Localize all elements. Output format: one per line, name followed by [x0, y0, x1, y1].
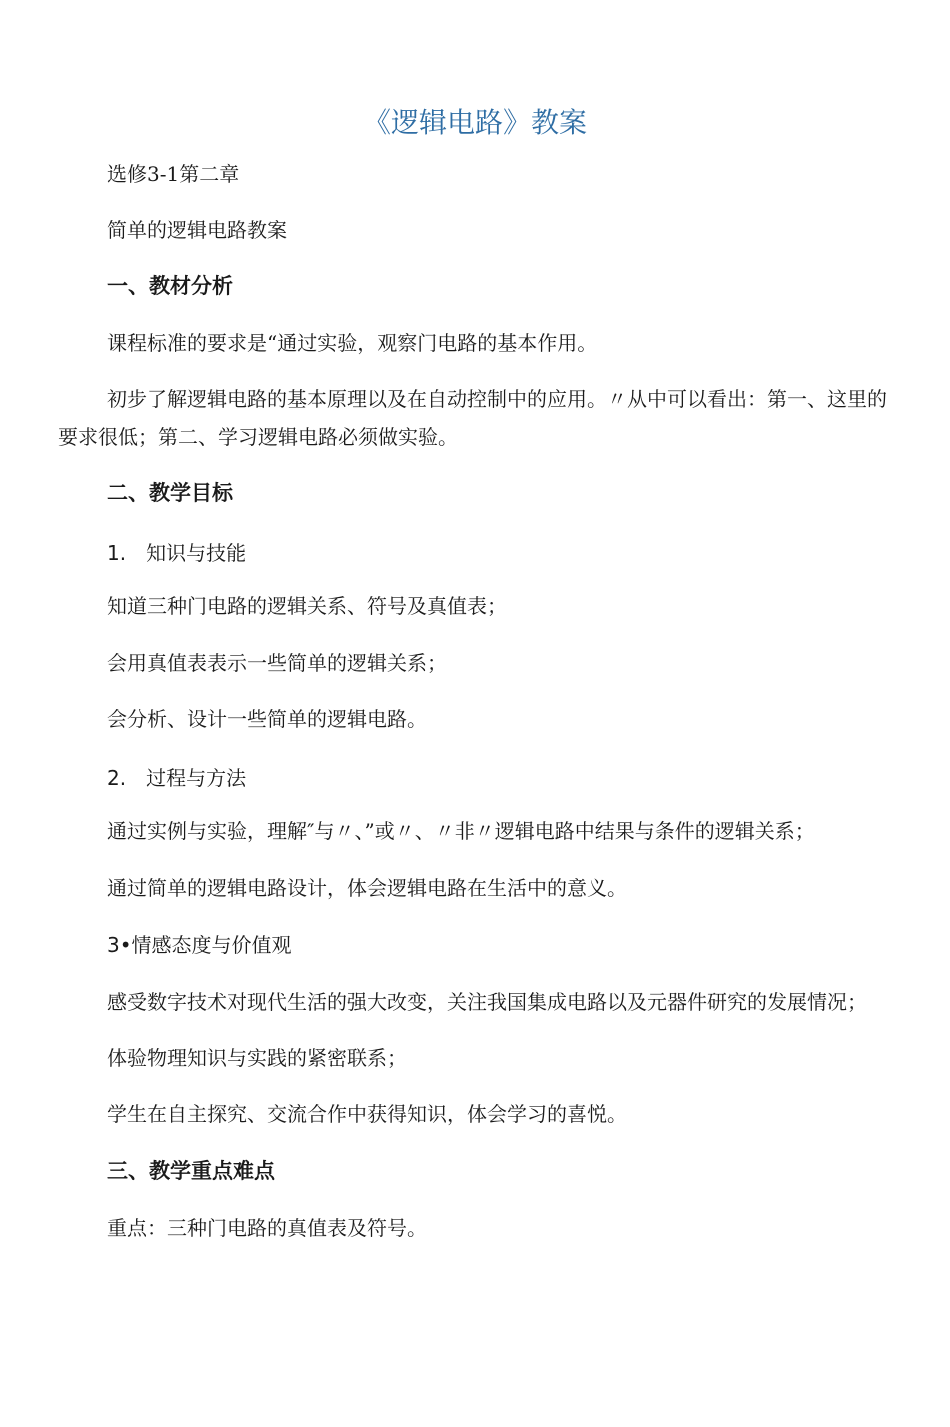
goal-item: 感受数字技术对现代生活的强大改变，关注我国集成电路以及元器件研究的发展情况； — [107, 990, 867, 1014]
paragraph-key-points: 重点：三种门电路的真值表及符号。 — [107, 1216, 427, 1240]
goal-item: 学生在自主探究、交流合作中获得知识，体会学习的喜悦。 — [107, 1102, 627, 1126]
subsection-label-process-method: 2. 过程与方法 — [107, 766, 247, 790]
goal-item: 会分析、设计一些简单的逻辑电路。 — [107, 707, 427, 731]
subsection-label-attitude-values: 3•情感态度与价值观 — [107, 933, 292, 957]
section-heading-textbook-analysis: 一、教材分析 — [107, 274, 233, 298]
document-title: 《逻辑电路》教案 — [362, 106, 587, 139]
goal-item: 通过简单的逻辑电路设计，体会逻辑电路在生活中的意义。 — [107, 876, 627, 900]
paragraph-curriculum-standard: 课程标准的要求是“通过实验，观察门电路的基本作用。 — [107, 331, 598, 355]
goal-item: 通过实例与实验，理解″与〃、”或〃、〃非〃逻辑电路中结果与条件的逻辑关系； — [107, 819, 815, 843]
section-heading-teaching-goals: 二、教学目标 — [107, 481, 233, 505]
goal-item: 知道三种门电路的逻辑关系、符号及真值表； — [107, 594, 507, 618]
subsection-label-knowledge-skills: 1. 知识与技能 — [107, 541, 247, 565]
paragraph-curriculum-analysis: 初步了解逻辑电路的基本原理以及在自动控制中的应用。〃从中可以看出：第一、这里的要求很低；第二、学习逻辑电路必须做实验。 — [58, 387, 887, 449]
course-subtitle: 选修3-1第二章 — [107, 162, 240, 186]
goal-item: 体验物理知识与实践的紧密联系； — [107, 1046, 407, 1070]
section-heading-key-difficulties: 三、教学重点难点 — [107, 1159, 275, 1183]
goal-item: 会用真值表表示一些简单的逻辑关系； — [107, 651, 447, 675]
document-name: 简单的逻辑电路教案 — [107, 218, 287, 242]
